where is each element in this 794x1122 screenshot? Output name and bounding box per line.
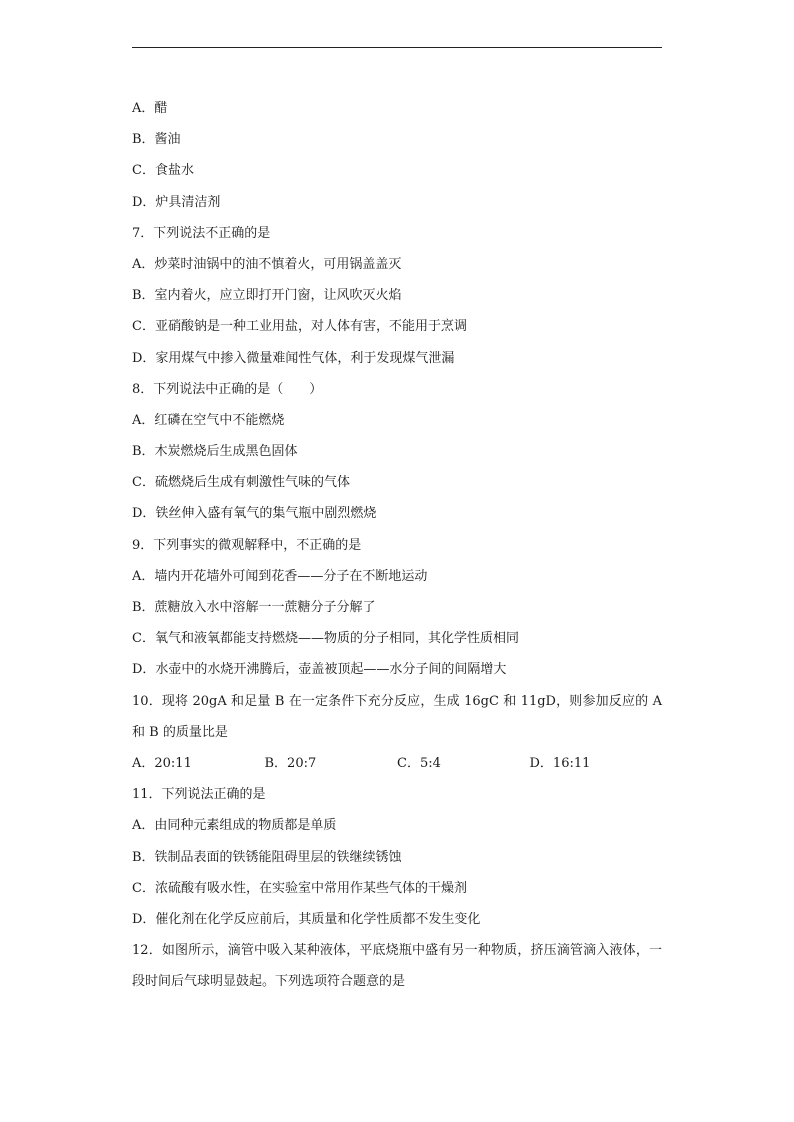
- answer-option: B．室内着火，应立即打开门窗，让风吹灭火焰: [132, 288, 402, 304]
- answer-option: D．铁丝伸入盛有氧气的集气瓶中剧烈燃烧: [132, 506, 377, 522]
- answer-option: C．食盐水: [132, 163, 194, 179]
- answer-option: B．铁制品表面的铁锈能阻碍里层的铁继续锈蚀: [132, 849, 402, 865]
- question-stem: 8．下列说法中正确的是（ ）: [132, 381, 323, 397]
- option-item: C．5:4: [397, 755, 441, 771]
- document-body: [132, 93, 662, 998]
- answer-option: C．硫燃烧后生成有刺激性气味的气体: [132, 475, 350, 491]
- question-stem: 9．下列事实的微观解释中，不正确的是: [132, 537, 362, 553]
- answer-option: A．由同种元素组成的物质都是单质: [132, 818, 337, 834]
- answer-option: D．催化剂在化学反应前后，其质量和化学性质都不发生变化: [132, 911, 481, 927]
- answer-option: C．氧气和液氧都能支持燃烧——物质的分子相同，其化学性质相同: [132, 631, 519, 647]
- answer-option: D．水壶中的水烧开沸腾后，壶盖被顶起——水分子间的间隔增大: [132, 662, 507, 678]
- header-rule: [132, 47, 662, 48]
- answer-option: A．墙内开花墙外可闻到花香——分子在不断地运动: [132, 568, 428, 584]
- option-item: A．20:11: [132, 755, 192, 771]
- question-stem: 11．下列说法正确的是: [132, 787, 266, 803]
- answer-option: B．蔗糖放入水中溶解一一蔗糖分子分解了: [132, 600, 376, 615]
- answer-option: B．酱油: [132, 132, 181, 148]
- answer-option: B．木炭燃烧后生成黑色固体: [132, 444, 298, 460]
- answer-option: A．炒菜时油锅中的油不慎着火，可用锅盖盖灭: [132, 256, 402, 272]
- question-stem: 12．如图所示，滴管中吸入某种液体，平底烧瓶中盛有另一种物质，挤压滴管滴入液体，一段时间后气球明显鼓起。下列选项符合题意的是: [132, 943, 662, 990]
- answer-option: A．醋: [132, 101, 168, 116]
- answer-option: A．红磷在空气中不能燃烧: [132, 412, 285, 428]
- answer-option: C．亚硝酸钠是一种工业用盐，对人体有害，不能用于烹调: [132, 319, 467, 335]
- answer-option: C．浓硫酸有吸水性，在实验室中常用作某些气体的干燥剂: [132, 880, 467, 896]
- option-item: B．20:7: [264, 755, 317, 771]
- options-row: [132, 748, 662, 779]
- question-stem: 10．现将 20gA 和足量 B 在一定条件下充分反应，生成 16gC 和 11gD，则参加反应的 A 和 B 的质量比是: [132, 693, 662, 740]
- answer-option: D．家用煤气中掺入微量难闻性气体，利于发现煤气泄漏: [132, 350, 455, 366]
- option-item: D．16:11: [529, 755, 591, 771]
- answer-option: D．炉具清洁剂: [132, 194, 221, 210]
- question-stem: 7．下列说法不正确的是: [132, 225, 271, 241]
